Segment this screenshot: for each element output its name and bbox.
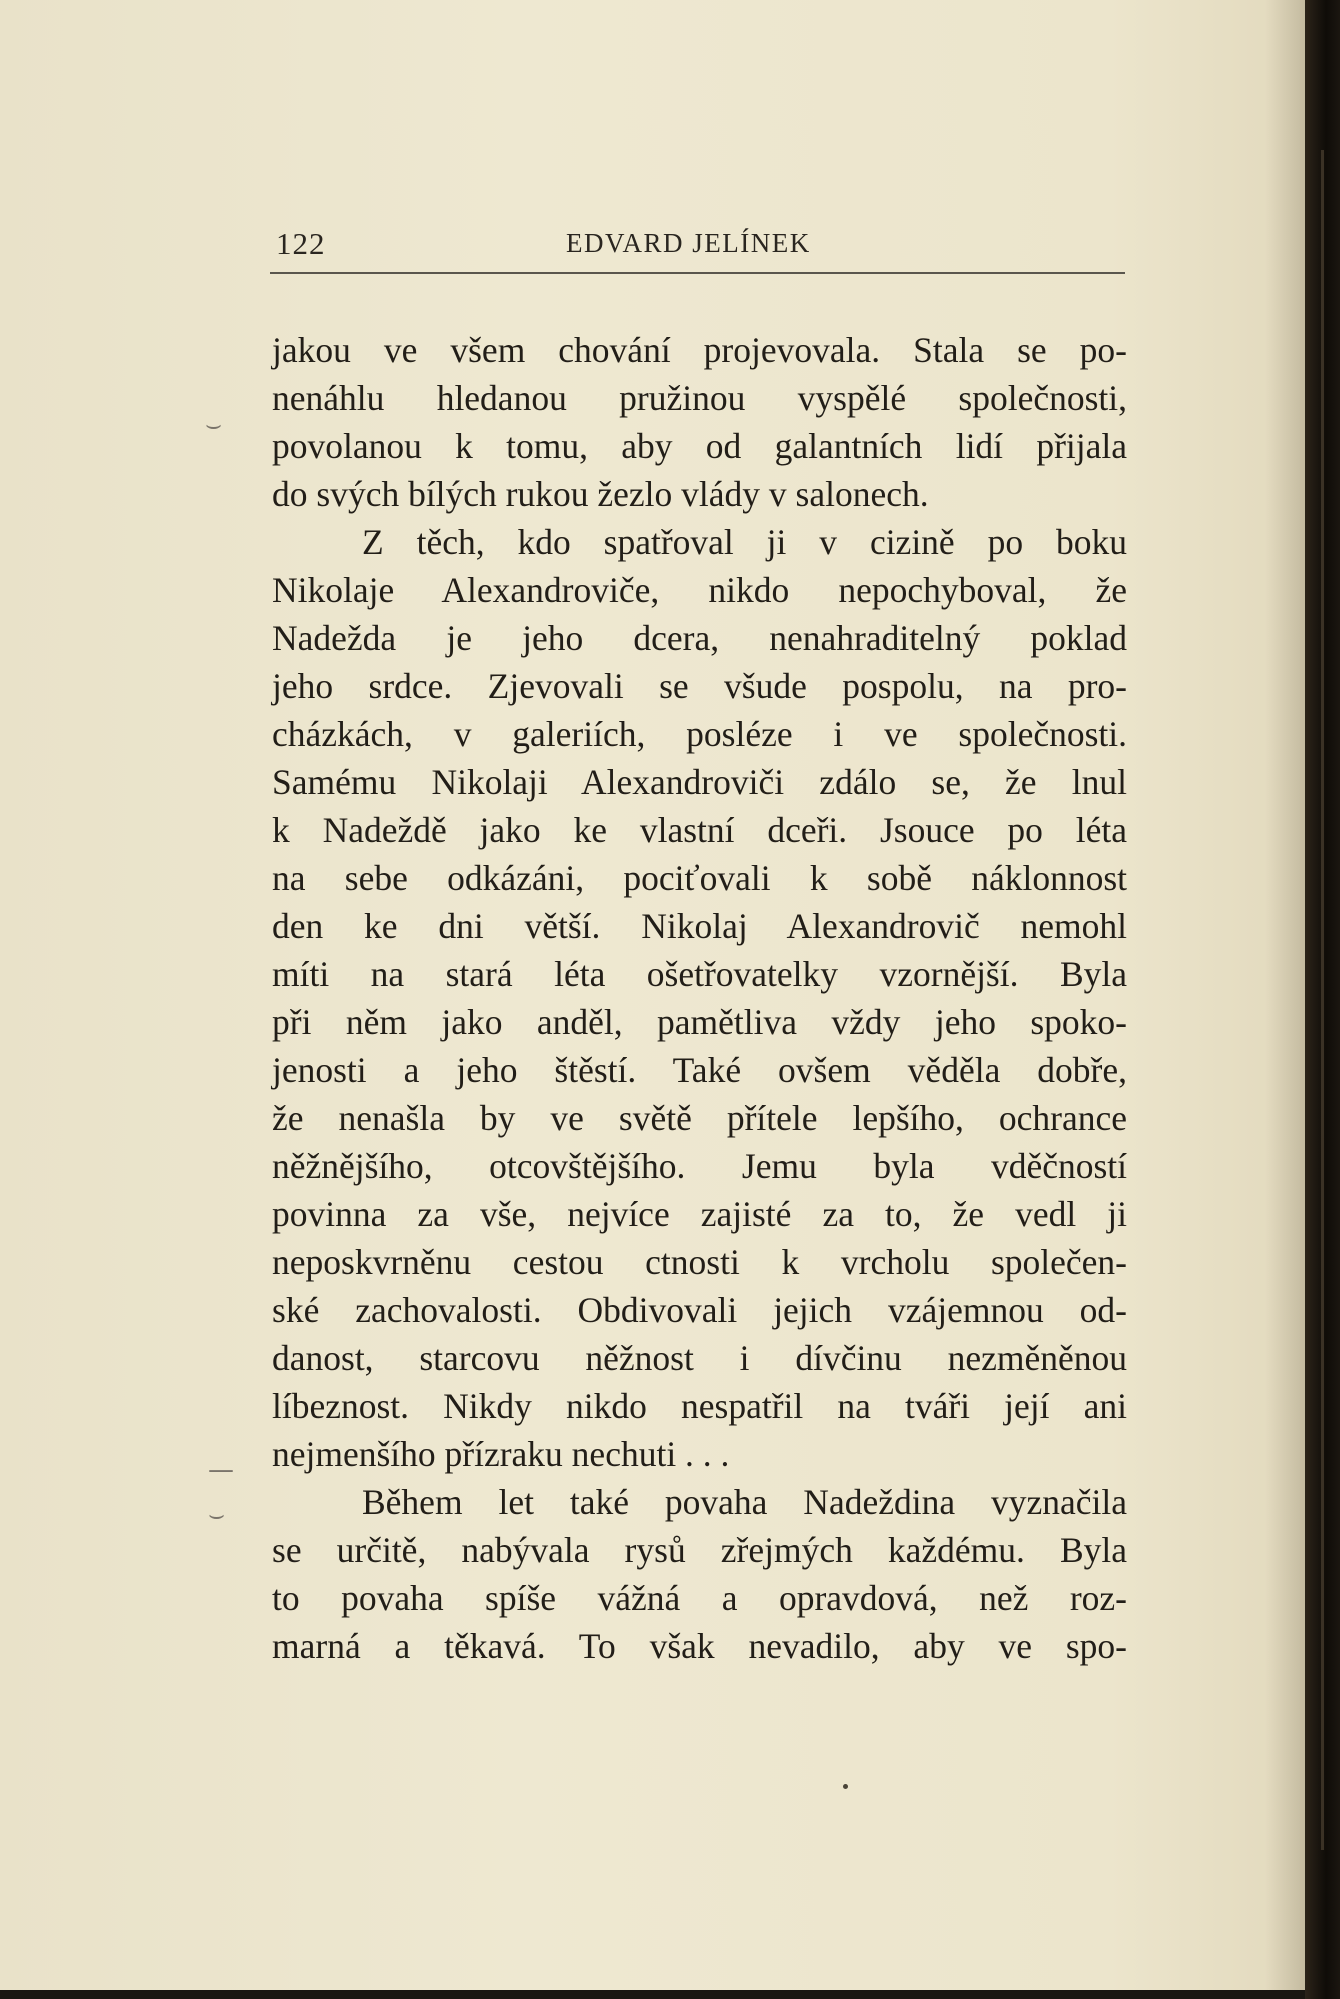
text-line: jenosti a jeho štěstí. Také ovšem věděla dobře, bbox=[272, 1050, 1127, 1090]
text-line: povinna za vše, nejvíce zajisté za to, že vedl ji bbox=[272, 1194, 1127, 1234]
text-line: cházkách, v galeriích, posléze i ve společnosti. bbox=[272, 714, 1127, 754]
text-line: marná a těkavá. To však nevadilo, aby ve spo- bbox=[272, 1626, 1127, 1666]
text-line: míti na stará léta ošetřovatelky vzornější. Byla bbox=[272, 954, 1127, 994]
text-line: něžnějšího, otcovštějšího. Jemu byla vděčností bbox=[272, 1146, 1127, 1186]
body-text bbox=[272, 326, 1127, 1670]
page-header bbox=[270, 222, 1125, 274]
running-head: EDVARD JELÍNEK bbox=[566, 228, 811, 258]
ink-speck bbox=[843, 1784, 848, 1789]
text-line: Nikolaje Alexandroviče, nikdo nepochyboval, že bbox=[272, 570, 1127, 610]
page-number: 122 bbox=[276, 226, 326, 261]
text-line: Z těch, kdo spatřoval ji v cizině po boku bbox=[362, 522, 1127, 562]
text-line: jeho srdce. Zjevovali se všude pospolu, na pro- bbox=[272, 666, 1127, 706]
text-line: líbeznost. Nikdy nikdo nespatřil na tváři její ani bbox=[272, 1386, 1127, 1426]
text-line: Během let také povaha Nadeždina vyznačila bbox=[362, 1482, 1127, 1522]
text-line: že nenašla by ve světě přítele lepšího, ochrance bbox=[272, 1098, 1127, 1138]
spine-shadow-line bbox=[1321, 150, 1324, 1850]
margin-pencil-mark: ⌣ bbox=[208, 1500, 226, 1530]
text-line: danost, starcovu něžnost i dívčinu nezměněnou bbox=[272, 1338, 1127, 1378]
text-line: den ke dni větší. Nikolaj Alexandrovič nemohl bbox=[272, 906, 1127, 946]
text-line: nenáhlu hledanou pružinou vyspělé společnosti, bbox=[272, 378, 1127, 418]
margin-pencil-mark: ⌣ bbox=[205, 410, 223, 440]
book-spine-edge bbox=[1305, 0, 1340, 1999]
text-line: to povaha spíše vážná a opravdová, než roz- bbox=[272, 1578, 1127, 1618]
text-line: ské zachovalosti. Obdivovali jejich vzájemnou od- bbox=[272, 1290, 1127, 1330]
text-line: Samému Nikolaji Alexandroviči zdálo se, že lnul bbox=[272, 762, 1127, 802]
text-line: nejmenšího přízraku nechuti . . . bbox=[272, 1434, 730, 1474]
text-line: jakou ve všem chování projevovala. Stala se po- bbox=[272, 330, 1127, 370]
margin-pencil-mark: — bbox=[208, 1455, 234, 1485]
text-line: se určitě, nabývala rysů zřejmých každému. Byla bbox=[272, 1530, 1127, 1570]
text-line: při něm jako anděl, pamětliva vždy jeho spoko- bbox=[272, 1002, 1127, 1042]
text-line: do svých bílých rukou žezlo vlády v salonech. bbox=[272, 474, 929, 514]
text-line: neposkvrněnu cestou ctnosti k vrcholu společen- bbox=[272, 1242, 1127, 1282]
text-line: povolanou k tomu, aby od galantních lidí přijala bbox=[272, 426, 1127, 466]
text-line: k Nadeždě jako ke vlastní dceři. Jsouce po léta bbox=[272, 810, 1127, 850]
text-line: na sebe odkázáni, pociťovali k sobě náklonnost bbox=[272, 858, 1127, 898]
text-line: Nadežda je jeho dcera, nenahraditelný poklad bbox=[272, 618, 1127, 658]
